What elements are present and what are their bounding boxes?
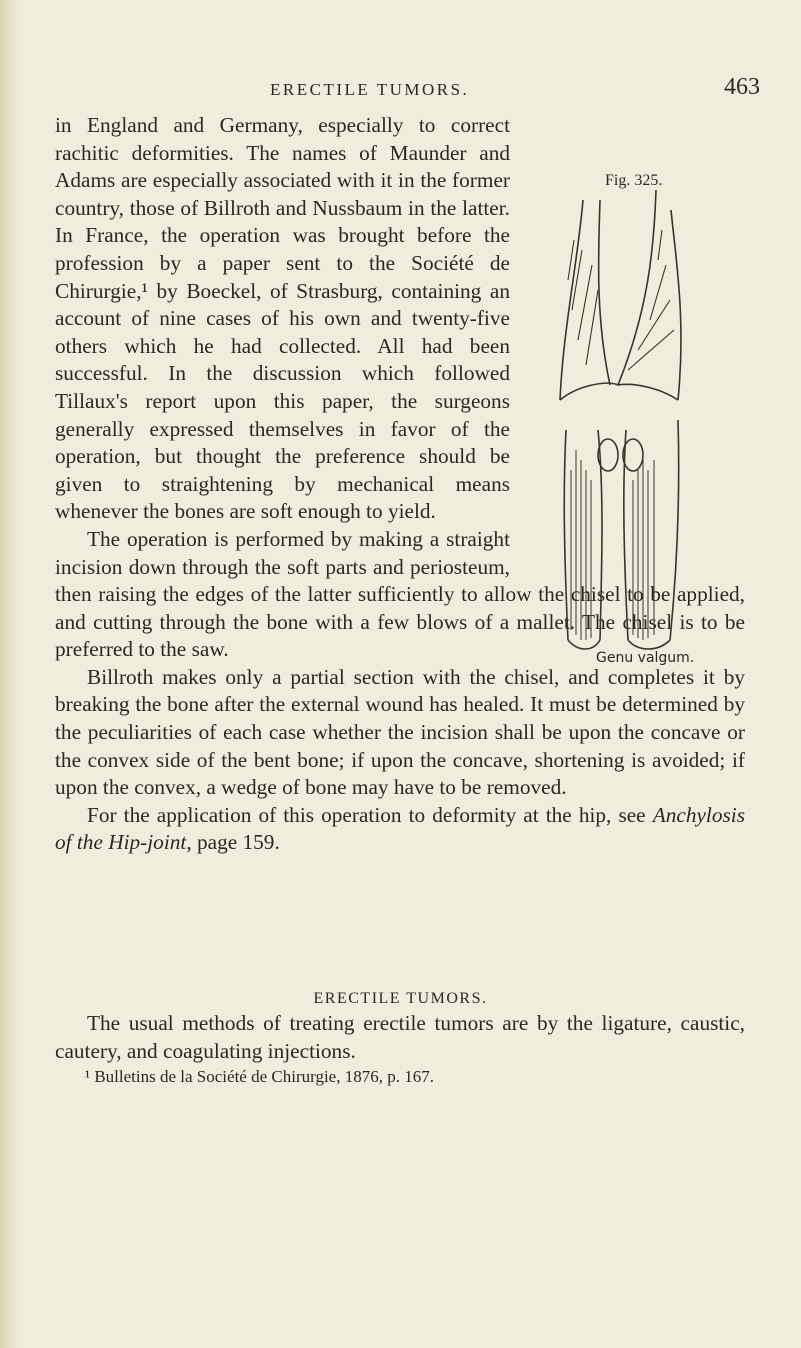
genu-valgum-illustration bbox=[538, 170, 688, 660]
section-heading-text: ERECTILE TUMORS. bbox=[313, 990, 488, 1007]
paragraph-4-text: For the application of this operation to deformity at the hip, see bbox=[87, 802, 653, 827]
section-paragraph-1: The usual methods of treating erectile tumors are by the ligature, caustic, cautery, and coagulating injections. bbox=[55, 1011, 745, 1063]
page-number: 463 bbox=[724, 74, 760, 100]
section-body bbox=[55, 1010, 745, 1065]
paragraph-4-italic: Anchylosis of the Hip-joint bbox=[55, 802, 745, 855]
figure-label: Fig. 325. bbox=[605, 172, 663, 189]
figure-caption: Genu valgum. bbox=[596, 650, 695, 666]
running-head: ERECTILE TUMORS. bbox=[270, 80, 470, 99]
page-edge bbox=[0, 0, 22, 1348]
section-heading bbox=[0, 990, 801, 1008]
paragraph-2: The operation is performed by making a straight incision down through the soft parts and periosteum, then raising the edges of the latter sufficiently to allow the chisel to be applied, and cutting through the bone with a few blows of a mallet. The chisel is to be preferred to the saw. bbox=[55, 526, 745, 662]
left-thigh-outline bbox=[560, 200, 583, 400]
paragraph-1-content: in England and Germany, especially to correct rachitic deformities. The names of Maunder and Adams are especially associated with it in the former country, those of Billroth and Nussbaum in the latter. In France, the operation was brought before the profession by a paper sent to the Société de Chirurgie,¹ by Boeckel, of Strasburg, containing an account of nine cases of his own and twenty-five others which he had collected. All had been successful. In the discussion which followed Tillaux's report upon this paper, the surgeons generally expressed themselves in favor of the operation, but thought the preference should be given to straightening by mechanical means whenever the bones are soft enough to yield. bbox=[55, 113, 510, 524]
paragraph-3: Billroth makes only a partial section with the chisel, and completes it by breaking the bone after the external wound has healed. It must be determined by the peculiarities of each case whether the incision shall be upon the concave or the convex side of the bent bone; if upon the concave, shortening is avoided; if upon the convex, a wedge of bone may have to be removed. bbox=[55, 664, 745, 800]
paragraph-4 bbox=[55, 802, 745, 857]
footnote: ¹ Bulletins de la Société de Chirurgie, 1876, p. 167. bbox=[85, 1067, 434, 1086]
paragraph-4-tail: , page 159. bbox=[186, 830, 280, 855]
